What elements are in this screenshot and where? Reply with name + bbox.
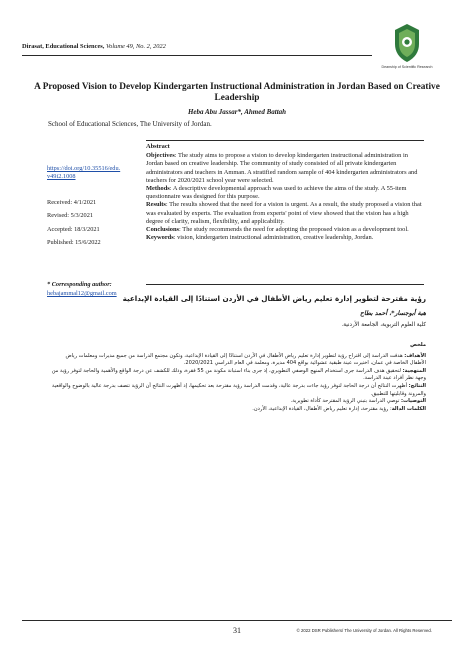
arabic-method: المنهجية: لتحقيق هدف الدراسة جرى استخدام المنهج الوصفي التطويري، إذ جرى بناء استبانة مكونة من 55 فقرة، وذلك للكشف عن درجة الواقع والأهمية والحاجة لتوفر رؤية من وجهة نظر أفراد عينة الدراسة. [51, 367, 426, 382]
logo-emblem-icon [389, 22, 425, 64]
abstract-objectives: Objectives: The study aims to propose a vision to develop kindergarten instructional administration in Jordan based on creative leadership. The community of study consisted of all private kindergarten administrators and teachers in Amman. A stratified random sample of 404 kindergarten administrators and teachers for 2020/2021 school year were selected. [146, 152, 418, 184]
abstract-methods: Methods: A descriptive developmental approach was used to achieve the aims of the study. A 55-item questionnaire was designed for this purpose. [146, 185, 407, 201]
abstract-keywords: Keywords: vision, kindergarten instructional administration, creative leadership, Jordan. [146, 234, 374, 242]
arabic-abstract [50, 342, 426, 413]
page-number: 31 [233, 626, 241, 635]
article-dates [47, 199, 101, 247]
abstract-conclusions: Conclusions: The study recommends the need for adopting the proposed vision as a development tool. [146, 226, 409, 234]
arabic-title: رؤية مقترحة لتطوير إدارة تعليم رياض الأطفال في الأردن استنادًا إلى القيادة الإبداعية [122, 294, 426, 303]
arabic-results: النتائج: أظهرت النتائج أن درجة الحاجة لتوفر رؤية جاءت بدرجة عالية، وقدمت الدراسة رؤية مقترحة بعد تحكيمها، إذ أظهرت النتائج أن الرؤية تتصف بدرجة عالية بالوضوح والواقعية والمرونة وقابليتها للتطبيق. [51, 382, 426, 397]
author-names: Heba Abu Jassar*, Ahmed Battah [187, 108, 287, 116]
corresponding-label: * Corresponding author: [47, 281, 112, 288]
journal-name: Dirasat, Educational Sciences, [22, 43, 105, 50]
published-date: Published: 15/6/2022 [47, 238, 101, 246]
abstract-top-rule [146, 140, 424, 141]
paper-title: A Proposed Vision to Develop Kindergarten Instructional Administration in Jordan Based on Creative Leadership [34, 82, 440, 103]
arabic-keywords: الكلمات الدالة: رؤية مقترحة، إدارة تعليم رياض الأطفال، القيادة الإبداعية، الأردن. [252, 405, 426, 412]
abstract-bottom-rule [146, 284, 424, 285]
arabic-abstract-heading: ملخص [410, 342, 426, 348]
arabic-authors: هبة أبوجسار*، أحمد بطاح [359, 310, 426, 317]
logo-caption: Deanship of Scientific Research [381, 65, 433, 69]
abstract-heading: Abstract [146, 143, 170, 150]
revised-date: Revised: 5/3/2021 [47, 212, 93, 220]
arabic-goals: الأهداف: هدفت الدراسة إلى اقتراح رؤية لتطوير إدارة تعليم رياض الأطفال في الأردن استنادًا إلى القيادة الإبداعية، وتكون مجتمع الدراسة من جميع مديرات ومعلمات رياض الأطفال الخاصة في عمان، اختيرت عينة طبقية عشوائية بواقع 404 مديرة، ومعلمة في العام الدراسي 2020/2021. [65, 352, 426, 367]
doi-link[interactable] [47, 165, 120, 182]
doi-line-1[interactable]: https://doi.org/10.35516/edu. [47, 165, 121, 172]
arabic-affiliation: كلية العلوم التربوية، الجامعة الأردنية. [341, 322, 426, 328]
copyright-notice: © 2022 DSR Publishers/ The University of Jordan. All Rights Reserved. [296, 628, 432, 633]
header-rule [22, 55, 372, 56]
journal-volume: Volume 49, No. 2, 2022 [105, 43, 166, 50]
university-logo [378, 22, 436, 69]
journal-citation [22, 43, 166, 50]
corresponding-email[interactable]: hebajammal12@gmail.com [47, 290, 117, 297]
doi-line-2[interactable]: v49i2.1008 [47, 173, 76, 181]
arabic-recommendations: التوصيات: توصي الدراسة بتبني الرؤية المقترحة كأداة تطويرية. [290, 398, 426, 405]
footer-rule [22, 620, 452, 621]
received-date: Received: 4/1/2021 [47, 199, 97, 206]
accepted-date: Accepted: 18/3/2021 [47, 225, 100, 233]
abstract [146, 143, 422, 242]
affiliation: School of Educational Sciences, The University of Jordan. [48, 120, 212, 128]
abstract-results: Results: The results showed that the need for a vision is urgent. As a result, the study proposed a vision that was evaluated by experts. The evaluation from experts' point of view showed that the vision has a high degree of clarity, realism, flexibility, and applicability. [146, 201, 422, 225]
